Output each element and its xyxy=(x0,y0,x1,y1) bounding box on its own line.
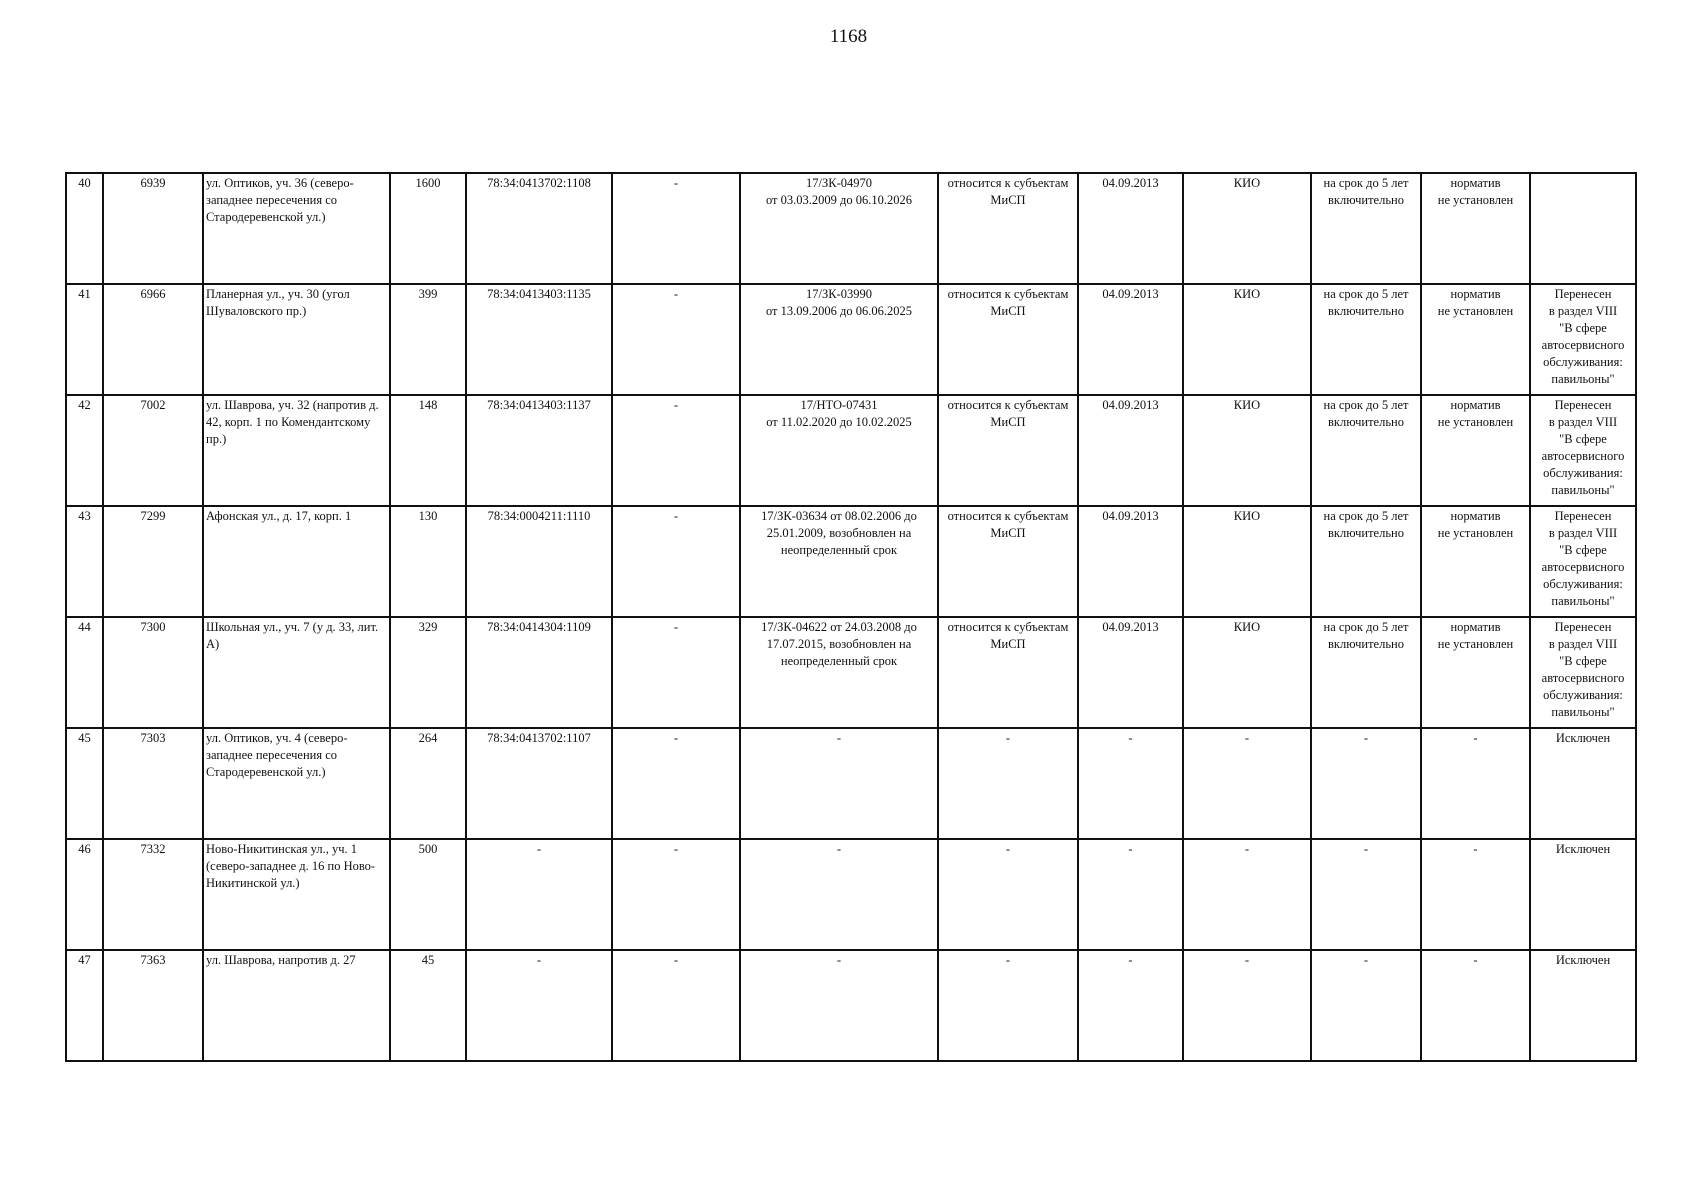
note-cell: Исключен xyxy=(1530,839,1636,950)
cadastral-number-cell: 78:34:0413403:1137 xyxy=(466,395,612,506)
organization-cell: КИО xyxy=(1183,506,1311,617)
row-number-cell: 47 xyxy=(66,950,103,1061)
organization-cell: КИО xyxy=(1183,173,1311,284)
contract-cell: 17/НТО-07431 от 11.02.2020 до 10.02.2025 xyxy=(740,395,938,506)
object-id-cell: 7303 xyxy=(103,728,203,839)
date-cell: - xyxy=(1078,839,1183,950)
term-cell: - xyxy=(1311,950,1421,1061)
row-number-cell: 43 xyxy=(66,506,103,617)
contract-cell: 17/ЗК-03990 от 13.09.2006 до 06.06.2025 xyxy=(740,284,938,395)
note-cell: Исключен xyxy=(1530,950,1636,1061)
column-6-cell: - xyxy=(612,617,740,728)
table-row xyxy=(66,506,1636,617)
address-cell: Ново-Никитинская ул., уч. 1 (северо-западнее д. 16 по Ново-Никитинской ул.) xyxy=(203,839,390,950)
object-id-cell: 7300 xyxy=(103,617,203,728)
column-6-cell: - xyxy=(612,506,740,617)
address-cell: Афонская ул., д. 17, корп. 1 xyxy=(203,506,390,617)
term-cell: на срок до 5 лет включительно xyxy=(1311,173,1421,284)
row-number-cell: 42 xyxy=(66,395,103,506)
area-cell: 500 xyxy=(390,839,466,950)
term-cell: - xyxy=(1311,728,1421,839)
norm-cell: - xyxy=(1421,950,1530,1061)
smb-status-cell: относится к субъектам МиСП xyxy=(938,395,1078,506)
smb-status-cell: относится к субъектам МиСП xyxy=(938,506,1078,617)
organization-cell: КИО xyxy=(1183,395,1311,506)
norm-cell: - xyxy=(1421,839,1530,950)
table-row xyxy=(66,728,1636,839)
row-number-cell: 40 xyxy=(66,173,103,284)
contract-cell: 17/ЗК-03634 от 08.02.2006 до 25.01.2009, возобновлен на неопределенный срок xyxy=(740,506,938,617)
table-row xyxy=(66,839,1636,950)
row-number-cell: 44 xyxy=(66,617,103,728)
object-id-cell: 6966 xyxy=(103,284,203,395)
address-cell: ул. Оптиков, уч. 36 (северо-западнее пересечения со Стародеревенской ул.) xyxy=(203,173,390,284)
column-6-cell: - xyxy=(612,839,740,950)
contract-cell: - xyxy=(740,728,938,839)
contract-cell: 17/ЗК-04970 от 03.03.2009 до 06.10.2026 xyxy=(740,173,938,284)
term-cell: на срок до 5 лет включительно xyxy=(1311,506,1421,617)
cadastral-number-cell: 78:34:0413702:1108 xyxy=(466,173,612,284)
column-6-cell: - xyxy=(612,173,740,284)
cadastral-number-cell: 78:34:0004211:1110 xyxy=(466,506,612,617)
smb-status-cell: относится к субъектам МиСП xyxy=(938,284,1078,395)
smb-status-cell: - xyxy=(938,950,1078,1061)
norm-cell: норматив не установлен xyxy=(1421,173,1530,284)
object-id-cell: 6939 xyxy=(103,173,203,284)
contract-cell: - xyxy=(740,839,938,950)
smb-status-cell: относится к субъектам МиСП xyxy=(938,617,1078,728)
organization-cell: - xyxy=(1183,728,1311,839)
norm-cell: - xyxy=(1421,728,1530,839)
column-6-cell: - xyxy=(612,284,740,395)
area-cell: 399 xyxy=(390,284,466,395)
organization-cell: КИО xyxy=(1183,617,1311,728)
term-cell: на срок до 5 лет включительно xyxy=(1311,284,1421,395)
registry-table xyxy=(65,172,1637,1062)
smb-status-cell: - xyxy=(938,728,1078,839)
note-cell: Перенесен в раздел VIII "В сфере автосервисного обслуживания: павильоны" xyxy=(1530,284,1636,395)
contract-cell: 17/ЗК-04622 от 24.03.2008 до 17.07.2015, возобновлен на неопределенный срок xyxy=(740,617,938,728)
cadastral-number-cell: 78:34:0413403:1135 xyxy=(466,284,612,395)
column-6-cell: - xyxy=(612,395,740,506)
norm-cell: норматив не установлен xyxy=(1421,395,1530,506)
column-6-cell: - xyxy=(612,950,740,1061)
date-cell: - xyxy=(1078,728,1183,839)
row-number-cell: 46 xyxy=(66,839,103,950)
date-cell: 04.09.2013 xyxy=(1078,395,1183,506)
organization-cell: - xyxy=(1183,950,1311,1061)
area-cell: 329 xyxy=(390,617,466,728)
note-cell: Перенесен в раздел VIII "В сфере автосервисного обслуживания: павильоны" xyxy=(1530,395,1636,506)
area-cell: 148 xyxy=(390,395,466,506)
date-cell: 04.09.2013 xyxy=(1078,617,1183,728)
smb-status-cell: относится к субъектам МиСП xyxy=(938,173,1078,284)
area-cell: 1600 xyxy=(390,173,466,284)
date-cell: - xyxy=(1078,950,1183,1061)
norm-cell: норматив не установлен xyxy=(1421,506,1530,617)
cadastral-number-cell: - xyxy=(466,839,612,950)
address-cell: ул. Оптиков, уч. 4 (северо-западнее пересечения со Стародеревенской ул.) xyxy=(203,728,390,839)
object-id-cell: 7299 xyxy=(103,506,203,617)
smb-status-cell: - xyxy=(938,839,1078,950)
table-row xyxy=(66,950,1636,1061)
area-cell: 264 xyxy=(390,728,466,839)
row-number-cell: 45 xyxy=(66,728,103,839)
column-6-cell: - xyxy=(612,728,740,839)
row-number-cell: 41 xyxy=(66,284,103,395)
date-cell: 04.09.2013 xyxy=(1078,284,1183,395)
table-row xyxy=(66,617,1636,728)
area-cell: 130 xyxy=(390,506,466,617)
object-id-cell: 7363 xyxy=(103,950,203,1061)
table-row xyxy=(66,395,1636,506)
date-cell: 04.09.2013 xyxy=(1078,173,1183,284)
norm-cell: норматив не установлен xyxy=(1421,617,1530,728)
note-cell: Перенесен в раздел VIII "В сфере автосервисного обслуживания: павильоны" xyxy=(1530,506,1636,617)
note-cell xyxy=(1530,173,1636,284)
note-cell: Исключен xyxy=(1530,728,1636,839)
address-cell: Планерная ул., уч. 30 (угол Шуваловского пр.) xyxy=(203,284,390,395)
date-cell: 04.09.2013 xyxy=(1078,506,1183,617)
cadastral-number-cell: 78:34:0414304:1109 xyxy=(466,617,612,728)
cadastral-number-cell: - xyxy=(466,950,612,1061)
address-cell: Школьная ул., уч. 7 (у д. 33, лит. А) xyxy=(203,617,390,728)
table-row xyxy=(66,173,1636,284)
object-id-cell: 7002 xyxy=(103,395,203,506)
note-cell: Перенесен в раздел VIII "В сфере автосервисного обслуживания: павильоны" xyxy=(1530,617,1636,728)
table-row xyxy=(66,284,1636,395)
organization-cell: КИО xyxy=(1183,284,1311,395)
norm-cell: норматив не установлен xyxy=(1421,284,1530,395)
term-cell: - xyxy=(1311,839,1421,950)
address-cell: ул. Шаврова, уч. 32 (напротив д. 42, корп. 1 по Комендантскому пр.) xyxy=(203,395,390,506)
term-cell: на срок до 5 лет включительно xyxy=(1311,395,1421,506)
term-cell: на срок до 5 лет включительно xyxy=(1311,617,1421,728)
object-id-cell: 7332 xyxy=(103,839,203,950)
cadastral-number-cell: 78:34:0413702:1107 xyxy=(466,728,612,839)
page-number: 1168 xyxy=(829,26,868,47)
area-cell: 45 xyxy=(390,950,466,1061)
organization-cell: - xyxy=(1183,839,1311,950)
address-cell: ул. Шаврова, напротив д. 27 xyxy=(203,950,390,1061)
contract-cell: - xyxy=(740,950,938,1061)
